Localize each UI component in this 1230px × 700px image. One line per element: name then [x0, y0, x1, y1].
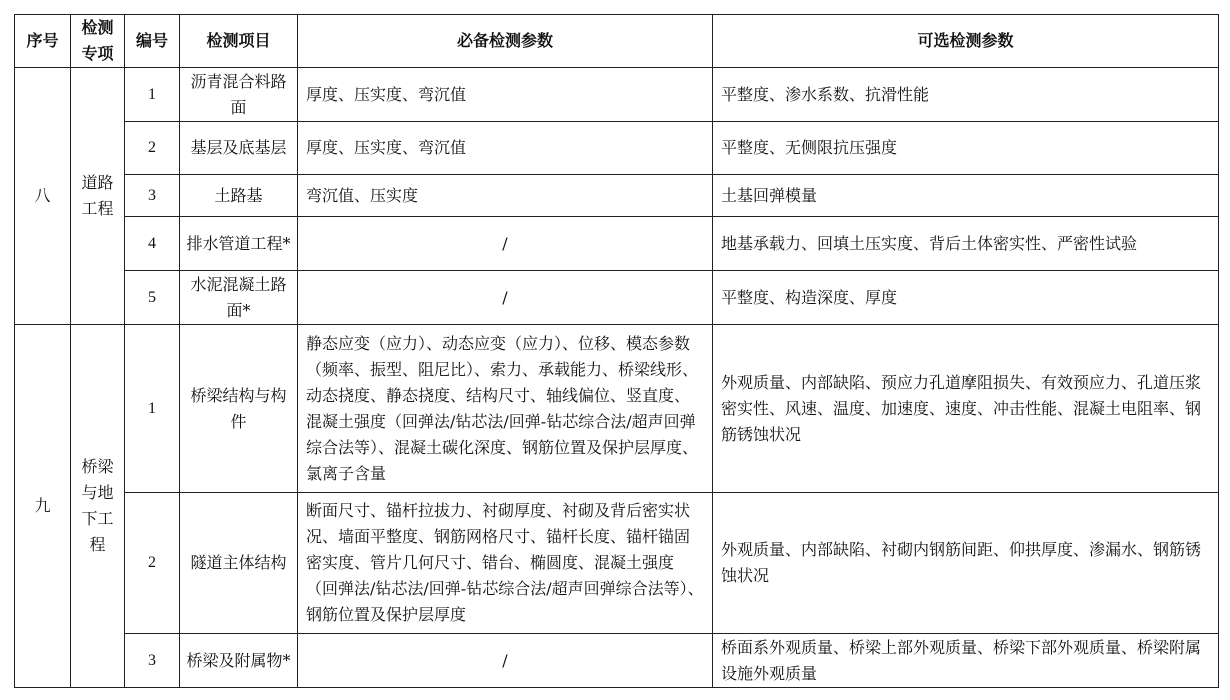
row-item: 排水管道工程* [180, 217, 298, 271]
header-no: 编号 [125, 15, 180, 68]
row-optional: 土基回弹模量 [713, 175, 1219, 217]
section-category: 桥梁与地下工程 [71, 325, 125, 688]
row-optional: 地基承载力、回填土压实度、背后土体密实性、严密性试验 [713, 217, 1219, 271]
section-category: 道路工程 [71, 68, 125, 325]
row-no: 5 [125, 271, 180, 325]
row-optional: 平整度、无侧限抗压强度 [713, 122, 1219, 175]
row-no: 4 [125, 217, 180, 271]
row-no: 3 [125, 634, 180, 688]
section-seq: 九 [15, 325, 71, 688]
row-required: / [298, 271, 713, 325]
row-no: 1 [125, 325, 180, 493]
row-optional: 平整度、渗水系数、抗滑性能 [713, 68, 1219, 122]
row-item: 沥青混合料路面 [180, 68, 298, 122]
header-required-params: 必备检测参数 [298, 15, 713, 68]
table-row [15, 271, 1219, 325]
row-no: 3 [125, 175, 180, 217]
row-no: 2 [125, 493, 180, 634]
row-item: 基层及底基层 [180, 122, 298, 175]
table-row [15, 175, 1219, 217]
row-optional: 外观质量、内部缺陷、预应力孔道摩阻损失、有效预应力、孔道压浆密实性、风速、温度、加速度、速度、冲击性能、混凝土电阻率、钢筋锈蚀状况 [713, 325, 1219, 493]
row-required: / [298, 217, 713, 271]
header-optional-params: 可选检测参数 [713, 15, 1219, 68]
table-row [15, 325, 1219, 493]
row-item: 隧道主体结构 [180, 493, 298, 634]
row-item: 水泥混凝土路面* [180, 271, 298, 325]
table-row [15, 68, 1219, 122]
table-row [15, 634, 1219, 688]
header-item: 检测项目 [180, 15, 298, 68]
row-required: 弯沉值、压实度 [298, 175, 713, 217]
row-no: 1 [125, 68, 180, 122]
section-seq: 八 [15, 68, 71, 325]
row-item: 土路基 [180, 175, 298, 217]
table-row [15, 493, 1219, 634]
table-row [15, 122, 1219, 175]
row-required: 厚度、压实度、弯沉值 [298, 122, 713, 175]
header-category: 检测专项 [71, 15, 125, 68]
row-no: 2 [125, 122, 180, 175]
header-row [15, 15, 1219, 68]
row-required: 断面尺寸、锚杆拉拔力、衬砌厚度、衬砌及背后密实状况、墙面平整度、钢筋网格尺寸、锚杆长度、锚杆锚固密实度、管片几何尺寸、错台、椭圆度、混凝土强度（回弹法/钻芯法/回弹-钻芯综合法/超声回弹综合法等）、钢筋位置及保护层厚度 [298, 493, 713, 634]
row-item: 桥梁及附属物* [180, 634, 298, 688]
table-row [15, 217, 1219, 271]
row-optional: 外观质量、内部缺陷、衬砌内钢筋间距、仰拱厚度、渗漏水、钢筋锈蚀状况 [713, 493, 1219, 634]
header-seq: 序号 [15, 15, 71, 68]
row-required: / [298, 634, 713, 688]
row-required: 静态应变（应力）、动态应变（应力）、位移、模态参数（频率、振型、阻尼比）、索力、承载能力、桥梁线形、动态挠度、静态挠度、结构尺寸、轴线偏位、竖直度、混凝土强度（回弹法/钻芯法/回弹-钻芯综合法/超声回弹综合法等）、混凝土碳化深度、钢筋位置及保护层厚度、氯离子含量 [298, 325, 713, 493]
row-optional: 平整度、构造深度、厚度 [713, 271, 1219, 325]
row-item: 桥梁结构与构件 [180, 325, 298, 493]
row-required: 厚度、压实度、弯沉值 [298, 68, 713, 122]
detection-parameters-table [14, 14, 1219, 688]
row-optional: 桥面系外观质量、桥梁上部外观质量、桥梁下部外观质量、桥梁附属设施外观质量 [713, 634, 1219, 688]
